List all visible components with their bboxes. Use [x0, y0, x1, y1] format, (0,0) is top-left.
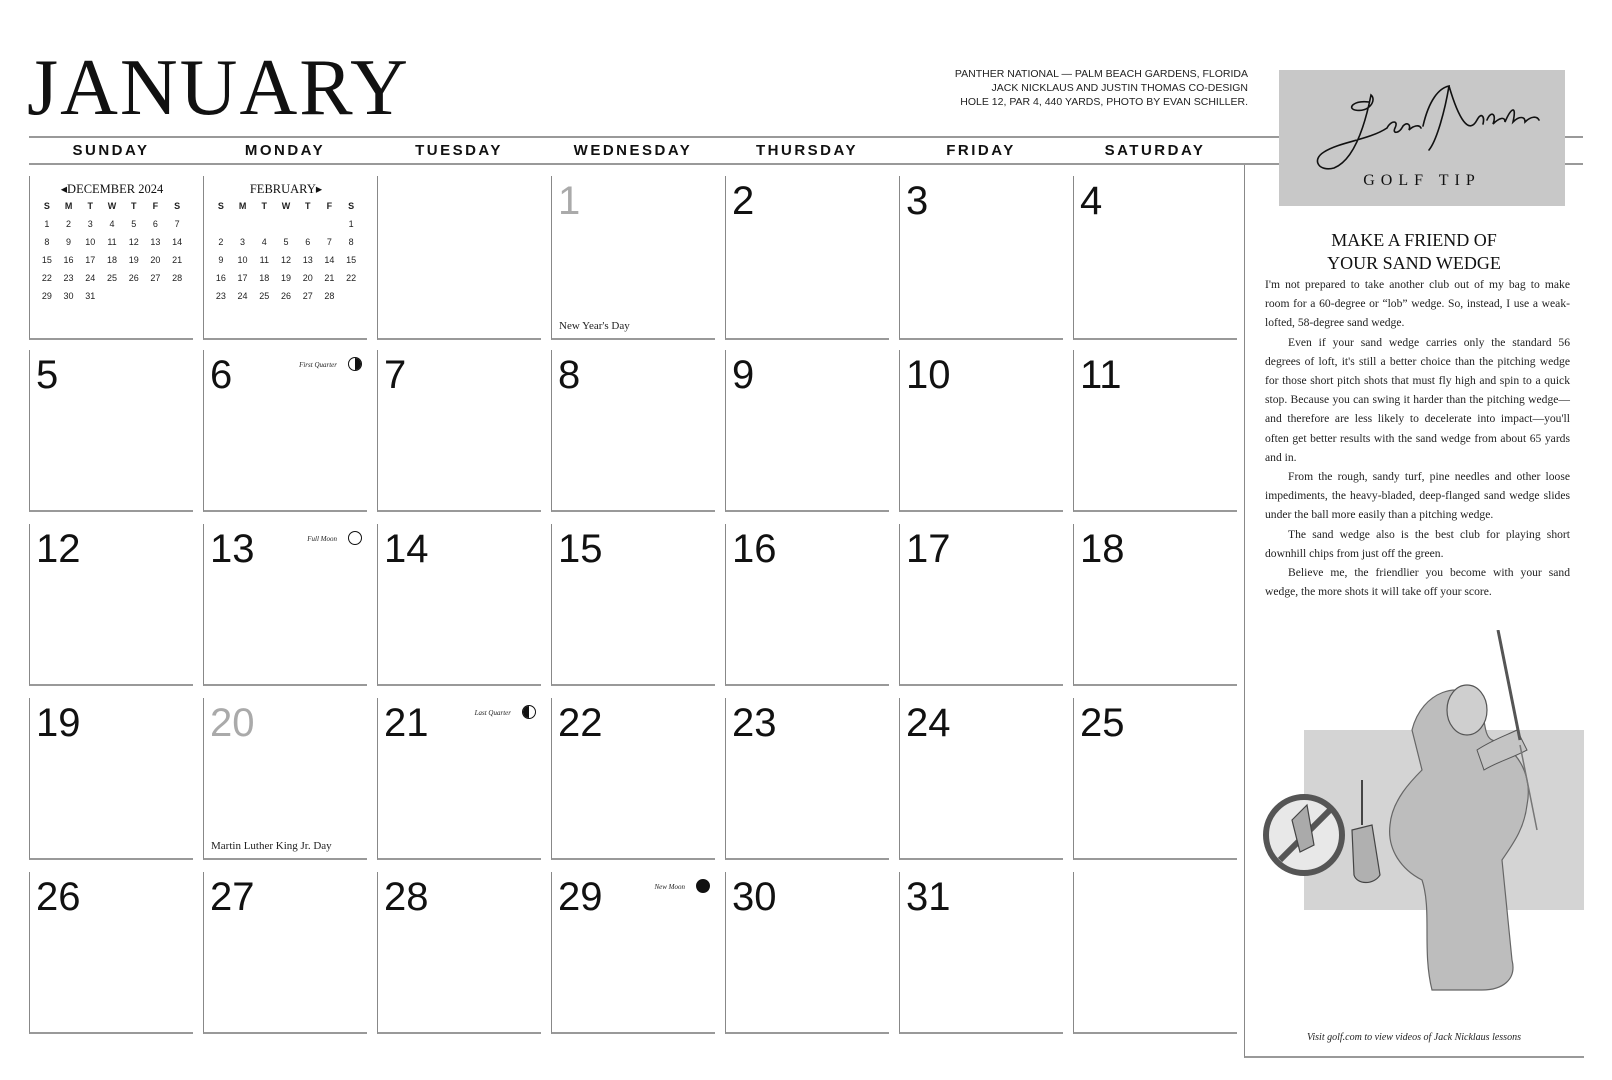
day-cell[interactable]: [377, 350, 541, 512]
day-cell[interactable]: [551, 698, 715, 860]
weekday-header: WEDNESDAY: [573, 142, 693, 159]
day-cell[interactable]: [1073, 524, 1237, 686]
day-number: 3: [906, 179, 929, 223]
mini-calendar-date: 17: [237, 273, 248, 283]
day-cell[interactable]: [725, 176, 889, 340]
day-cell[interactable]: [203, 350, 367, 512]
mini-calendar-date: 19: [128, 255, 139, 265]
mini-calendar-date: 18: [259, 273, 270, 283]
mini-calendar-date: 24: [237, 291, 248, 301]
mini-calendar-date: 29: [41, 291, 52, 301]
mini-calendar-day-letter: T: [261, 201, 268, 211]
day-cell[interactable]: [29, 698, 193, 860]
day-cell[interactable]: [551, 176, 715, 340]
day-cell[interactable]: [203, 872, 367, 1034]
mini-calendar-cell-previous: [29, 176, 193, 340]
mini-calendar-date: 21: [172, 255, 183, 265]
mini-calendar-date: 4: [109, 219, 115, 229]
day-number: 29: [558, 875, 603, 919]
day-number: 26: [36, 875, 81, 919]
day-cell[interactable]: [725, 350, 889, 512]
mini-calendar-day-letter: M: [238, 201, 247, 211]
day-number: 4: [1080, 179, 1103, 223]
tip-paragraph: From the rough, sandy turf, pine needles and other loose impediments, the heavy-bladed, deep-flanged sand wedge slides under the ball more easily than a pitching wedge.: [1265, 470, 1570, 522]
golfer-head: [1447, 685, 1487, 735]
mini-calendar-date: 23: [63, 273, 74, 283]
moon-phase-label: First Quarter: [299, 361, 337, 369]
day-number: 2: [732, 179, 755, 223]
mini-calendar-date: 12: [128, 237, 139, 247]
day-number: 23: [732, 701, 777, 745]
mini-calendar-date: [340, 290, 362, 303]
day-cell[interactable]: [377, 698, 541, 860]
day-number: 28: [384, 875, 429, 919]
mini-calendar-date: 7: [326, 237, 332, 247]
day-number: 21: [384, 701, 429, 745]
day-number: 19: [36, 701, 81, 745]
mini-calendar-day-letter: W: [107, 201, 117, 211]
golf-club-shaft: [1498, 630, 1520, 740]
day-cell[interactable]: [551, 872, 715, 1034]
mini-calendar-date: 27: [150, 273, 161, 283]
tip-body: [1265, 275, 1570, 601]
day-number: 7: [384, 353, 407, 397]
day-number: 15: [558, 527, 603, 571]
moon-phase-label: Full Moon: [307, 535, 337, 543]
day-number: 9: [732, 353, 755, 397]
weekday-header: MONDAY: [244, 142, 326, 159]
mini-calendar-date: [210, 218, 232, 231]
mini-calendar-day-letter: S: [217, 201, 224, 211]
mini-calendar-date: 3: [240, 237, 246, 247]
day-number: 30: [732, 875, 777, 919]
last-moon-icon: [522, 705, 536, 719]
mini-calendar-date: 6: [152, 219, 158, 229]
moon-phase-label: Last Quarter: [474, 709, 511, 717]
first-moon-icon: [348, 357, 362, 371]
mini-calendar-february: [210, 180, 362, 303]
day-number: 6: [210, 353, 233, 397]
mini-calendar-date: 25: [106, 273, 117, 283]
mini-calendar-date: [145, 290, 167, 303]
mini-calendar-date: 9: [66, 237, 72, 247]
mini-calendar-date: 27: [302, 291, 313, 301]
mini-calendar-date: 24: [85, 273, 96, 283]
day-number: 14: [384, 527, 429, 571]
golf-tip-logo: [1279, 70, 1565, 206]
mini-calendar-grid: [36, 200, 188, 303]
day-cell[interactable]: [725, 524, 889, 686]
mini-calendar-day-letter: F: [326, 201, 333, 211]
day-number: 10: [906, 353, 951, 397]
weekday-header: SATURDAY: [1104, 142, 1206, 159]
mini-calendar-day-letter: W: [281, 201, 291, 211]
mini-calendar-date: [297, 218, 319, 231]
mini-calendar-date: 22: [346, 273, 357, 283]
mini-calendar-date: 9: [218, 255, 224, 265]
mini-calendar-date: 1: [44, 219, 50, 229]
moon-shade: [355, 358, 361, 370]
mini-calendar-date: 1: [348, 219, 354, 229]
mini-calendar-date: 10: [85, 237, 96, 247]
weekday-header: TUESDAY: [415, 142, 503, 159]
mini-calendar-date: 21: [324, 273, 335, 283]
mini-calendar-title: ◂DECEMBER 2024: [60, 182, 164, 196]
tip-title-line: YOUR SAND WEDGE: [1327, 253, 1501, 273]
day-number: 13: [210, 527, 255, 571]
mini-calendar-date: [232, 218, 254, 231]
tip-paragraph: Believe me, the friendlier you become with your sand wedge, the more shots it will take off your score.: [1265, 566, 1570, 599]
mini-calendar-date: [319, 218, 341, 231]
mini-calendar-date: 5: [283, 237, 289, 247]
tip-title: [1264, 229, 1564, 275]
day-cell[interactable]: [1073, 698, 1237, 860]
day-number: 31: [906, 875, 951, 919]
lessons-caption: Visit golf.com to view videos of Jack Nicklaus lessons: [1307, 1032, 1521, 1043]
mini-calendar-date: 26: [128, 273, 139, 283]
day-cell[interactable]: [899, 698, 1063, 860]
mini-calendar-date: 30: [63, 291, 74, 301]
mini-calendar-day-letter: F: [152, 201, 159, 211]
day-cell[interactable]: [551, 350, 715, 512]
mini-calendar-date: 20: [302, 273, 313, 283]
holiday-label: Martin Luther King Jr. Day: [211, 840, 332, 852]
day-number: 17: [906, 527, 951, 571]
golfer-illustration: [1262, 630, 1584, 1000]
mini-calendar-date: [253, 218, 275, 231]
mini-calendar-day-letter: S: [348, 201, 355, 211]
day-cell[interactable]: [899, 350, 1063, 512]
mini-calendar-date: 18: [106, 255, 117, 265]
new-moon-icon: [696, 879, 710, 893]
month-title: JANUARY: [27, 44, 410, 132]
empty-day-cell: [1073, 872, 1237, 1034]
day-cell[interactable]: [203, 698, 367, 860]
mini-calendar-day-letter: T: [87, 201, 94, 211]
signature-icon: [1299, 80, 1549, 180]
tip-title-line: MAKE A FRIEND OF: [1331, 230, 1497, 250]
photo-credit: [908, 67, 1248, 109]
mini-calendar-december: [36, 180, 188, 303]
mini-calendar-date: 12: [280, 255, 291, 265]
mini-calendar-date: [166, 290, 188, 303]
golf-tip-label: GOLF TIP: [1363, 172, 1481, 189]
day-number: 24: [906, 701, 951, 745]
day-cell[interactable]: [29, 350, 193, 512]
moon-phase-label: New Moon: [654, 883, 685, 891]
mini-calendar-date: 17: [85, 255, 96, 265]
mini-calendar-date: 22: [41, 273, 52, 283]
day-number: 1: [558, 179, 581, 223]
mini-calendar-date: 16: [63, 255, 74, 265]
mini-calendar-date: 14: [172, 237, 183, 247]
tip-paragraph: Even if your sand wedge carries only the standard 56 degrees of loft, it's still a better choice than the pitching wedge for those short pitch shots that must fly high and spin to a quick stop. Because you can swing it harder than the pitching wedge—and therefore are less likely to decelerate into impact—you'll often get better results with the sand wedge from about 65 yards and in.: [1265, 335, 1570, 464]
day-cell[interactable]: [899, 524, 1063, 686]
mini-calendar-date: [275, 218, 297, 231]
mini-calendar-date: 7: [174, 219, 180, 229]
mini-calendar-day-letter: T: [130, 201, 137, 211]
mini-calendar-day-letter: S: [43, 201, 50, 211]
mini-calendar-day-letter: M: [64, 201, 73, 211]
mini-calendar-date: 8: [348, 237, 354, 247]
day-cell[interactable]: [899, 872, 1063, 1034]
day-number: 18: [1080, 527, 1125, 571]
mini-calendar-date: 15: [346, 255, 357, 265]
mini-calendar-date: 31: [85, 291, 96, 301]
photo-credit-line: JACK NICKLAUS AND JUSTIN THOMAS CO-DESIGN: [991, 82, 1248, 94]
day-number: 20: [210, 701, 255, 745]
day-number: 12: [36, 527, 81, 571]
moon-shade: [523, 706, 529, 718]
mini-calendar-date: 5: [131, 219, 137, 229]
tip-paragraph: The sand wedge also is the best club for playing short downhill chips from just off the green.: [1265, 527, 1570, 560]
day-cell[interactable]: [899, 176, 1063, 340]
mini-calendar-cell-next: [203, 176, 367, 340]
mini-calendar-date: 6: [305, 237, 311, 247]
mini-calendar-date: 26: [280, 291, 291, 301]
mini-calendar-grid: [210, 200, 362, 303]
weekday-header: THURSDAY: [756, 142, 858, 159]
day-number: 27: [210, 875, 255, 919]
mini-calendar-title: FEBRUARY▸: [249, 182, 323, 196]
mini-calendar-date: 14: [324, 255, 335, 265]
day-number: 11: [1080, 353, 1122, 397]
mini-calendar-date: 23: [215, 291, 226, 301]
mini-calendar-date: 28: [172, 273, 183, 283]
empty-day-cell: [377, 176, 541, 340]
mini-calendar-date: 16: [215, 273, 226, 283]
weekday-header: FRIDAY: [946, 142, 1016, 159]
mini-calendar-date: 19: [280, 273, 291, 283]
mini-calendar-date: 11: [259, 255, 269, 265]
day-number: 8: [558, 353, 581, 397]
mini-calendar-date: 13: [150, 237, 161, 247]
mini-calendar-date: 2: [66, 219, 72, 229]
day-cell[interactable]: [203, 524, 367, 686]
mini-calendar-date: 13: [302, 255, 313, 265]
day-cell[interactable]: [29, 872, 193, 1034]
day-cell[interactable]: [29, 524, 193, 686]
day-cell[interactable]: [551, 524, 715, 686]
day-number: 22: [558, 701, 603, 745]
mini-calendar-date: 28: [324, 291, 335, 301]
photo-credit-line: PANTHER NATIONAL — PALM BEACH GARDENS, FLORIDA: [954, 68, 1248, 80]
mini-calendar-date: 3: [87, 219, 93, 229]
mini-calendar-date: 20: [150, 255, 161, 265]
day-cell[interactable]: [1073, 350, 1237, 512]
tip-paragraph: I'm not prepared to take another club out of my bag to make room for a 60-degree or “lob” wedge. So, instead, I use a weak-lofted, 58-degree sand wedge.: [1265, 278, 1570, 330]
day-cell[interactable]: [725, 872, 889, 1034]
weekday-header: SUNDAY: [72, 142, 150, 159]
mini-calendar-date: [101, 290, 123, 303]
mini-calendar-date: [123, 290, 145, 303]
day-cell[interactable]: [1073, 176, 1237, 340]
mini-calendar-date: 4: [261, 237, 267, 247]
mini-calendar-date: 25: [259, 291, 270, 301]
mini-calendar-date: 15: [41, 255, 52, 265]
day-number: 25: [1080, 701, 1125, 745]
mini-calendar-day-letter: S: [174, 201, 181, 211]
full-moon-icon: [348, 531, 362, 545]
day-cell[interactable]: [725, 698, 889, 860]
mini-calendar-date: 11: [107, 237, 117, 247]
holiday-label: New Year's Day: [559, 320, 630, 332]
photo-credit-line: HOLE 12, PAR 4, 440 YARDS, PHOTO BY EVAN SCHILLER.: [960, 96, 1248, 108]
mini-calendar-day-letter: T: [304, 201, 311, 211]
mini-calendar-date: 10: [237, 255, 248, 265]
day-number: 16: [732, 527, 777, 571]
day-cell[interactable]: [377, 872, 541, 1034]
mini-calendar-date: 2: [218, 237, 224, 247]
day-number: 5: [36, 353, 59, 397]
mini-calendar-date: 8: [44, 237, 50, 247]
day-cell[interactable]: [377, 524, 541, 686]
